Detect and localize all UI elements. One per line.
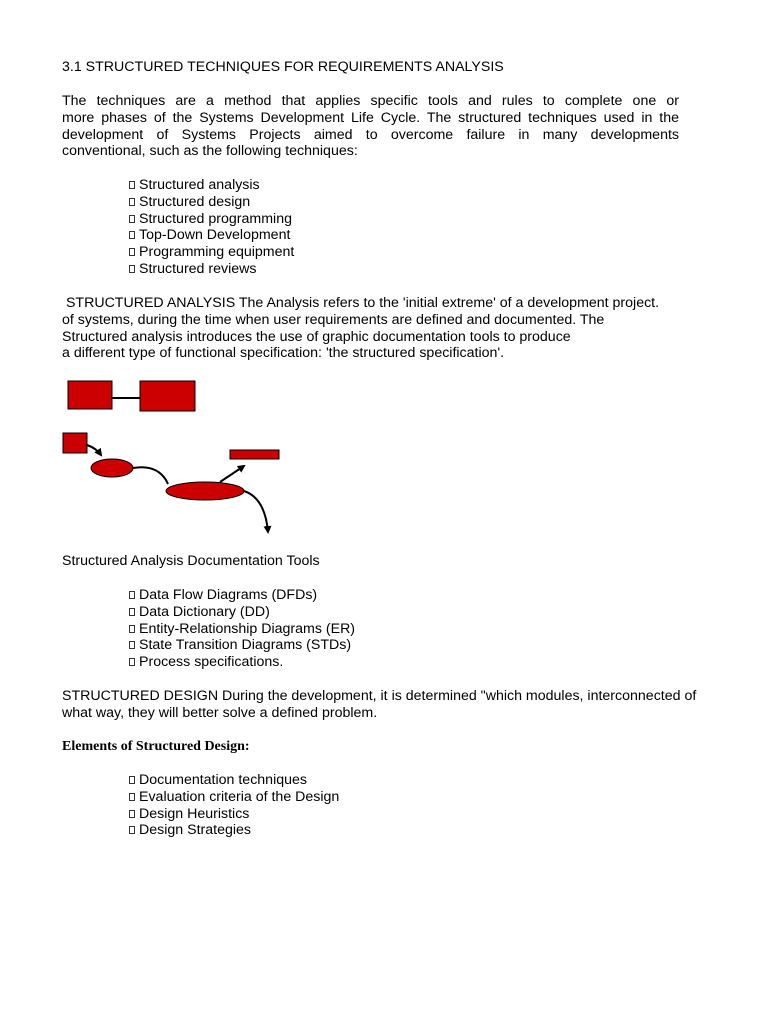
- structured-analysis-diagram: [58, 372, 298, 542]
- list-item: [129, 789, 339, 806]
- diagram-box-right: [140, 381, 195, 411]
- bullet-box-icon: [129, 181, 135, 189]
- diagram-arrow: [244, 491, 268, 532]
- list-item: [129, 227, 294, 244]
- bullet-box-icon: [129, 231, 135, 239]
- diagram-flow-curve: [133, 467, 168, 484]
- list-item: [129, 244, 294, 261]
- diagram-data-store: [230, 450, 279, 459]
- analysis-line: of systems, during the time when user requirements are defined and documented. The: [62, 311, 605, 328]
- list-item-label: Data Flow Diagrams (DFDs): [139, 587, 318, 603]
- list-item-label: Design Strategies: [139, 822, 251, 839]
- bullet-box-icon: [129, 591, 135, 599]
- section-heading: 3.1 STRUCTURED TECHNIQUES FOR REQUIREMENTS ANALYSIS: [62, 59, 504, 75]
- diagram-box-left: [68, 381, 112, 409]
- elements-list: [129, 772, 339, 839]
- bullet-box-icon: [129, 608, 135, 616]
- list-item: [129, 261, 294, 278]
- diagram-process-ellipse: [91, 459, 133, 477]
- list-item: [129, 822, 339, 839]
- list-item-label: Data Dictionary (DD): [139, 603, 270, 620]
- list-item: [129, 772, 339, 789]
- list-item-label: Programming equipment: [139, 244, 295, 261]
- intro-line: conventional, such as the following techniques:: [62, 143, 358, 160]
- bullet-box-icon: [129, 658, 135, 666]
- tools-heading: Structured Analysis Documentation Tools: [62, 553, 320, 569]
- list-item-label: Evaluation criteria of the Design: [139, 788, 340, 805]
- list-item-label: Structured reviews: [139, 260, 257, 277]
- design-line: what way, they will better solve a defined problem.: [62, 704, 378, 721]
- list-item: [129, 587, 355, 604]
- bullet-box-icon: [129, 826, 135, 834]
- bullet-box-icon: [129, 198, 135, 206]
- list-item: [129, 806, 339, 823]
- list-item-label: Design Heuristics: [139, 805, 250, 822]
- list-item: [129, 621, 355, 638]
- design-line: STRUCTURED DESIGN During the development, it is determined "which modules, interconnected of: [62, 688, 697, 704]
- elements-heading: Elements of Structured Design:: [62, 739, 250, 754]
- list-item-label: Top-Down Development: [139, 227, 291, 244]
- diagram-small-square: [63, 433, 87, 453]
- structured-design-paragraph: [62, 688, 732, 722]
- list-item-label: Process specifications.: [139, 654, 284, 671]
- list-item: [129, 177, 294, 194]
- list-item-label: Structured programming: [139, 210, 292, 227]
- bullet-box-icon: [129, 776, 135, 784]
- bullet-box-icon: [129, 265, 135, 273]
- bullet-box-icon: [129, 641, 135, 649]
- list-item: [129, 211, 294, 228]
- list-item-label: State Transition Diagrams (STDs): [139, 637, 352, 654]
- list-item: [129, 654, 355, 671]
- intro-line: development of Systems Projects aimed to overcome failure in many developments: [62, 126, 679, 143]
- list-item-label: Structured design: [139, 193, 251, 210]
- intro-paragraph: [62, 93, 679, 160]
- diagram-arrow: [220, 466, 244, 482]
- bullet-box-icon: [129, 215, 135, 223]
- diagram-main-ellipse: [166, 482, 244, 500]
- analysis-line: STRUCTURED ANALYSIS The Analysis refers to the 'initial extreme' of a development project.: [62, 295, 660, 311]
- list-item-label: Entity-Relationship Diagrams (ER): [139, 620, 356, 637]
- analysis-line: a different type of functional specification: 'the structured specification'.: [62, 345, 505, 362]
- intro-line: more phases of the Systems Development Life Cycle. The structured techniques used in the: [62, 109, 679, 126]
- list-item: [129, 637, 355, 654]
- bullet-box-icon: [129, 248, 135, 256]
- structured-analysis-paragraph: [62, 295, 742, 362]
- bullet-box-icon: [129, 625, 135, 633]
- techniques-list: [129, 177, 294, 278]
- list-item-label: Structured analysis: [139, 177, 260, 193]
- bullet-box-icon: [129, 793, 135, 801]
- list-item-label: Documentation techniques: [139, 772, 307, 788]
- list-item: [129, 604, 355, 621]
- list-item: [129, 194, 294, 211]
- bullet-box-icon: [129, 810, 135, 818]
- diagram-arrow: [87, 445, 101, 455]
- tools-list: [129, 587, 355, 671]
- intro-line: The techniques are a method that applies specific tools and rules to complete one or: [62, 93, 679, 109]
- analysis-line: Structured analysis introduces the use of graphic documentation tools to produce: [62, 328, 571, 345]
